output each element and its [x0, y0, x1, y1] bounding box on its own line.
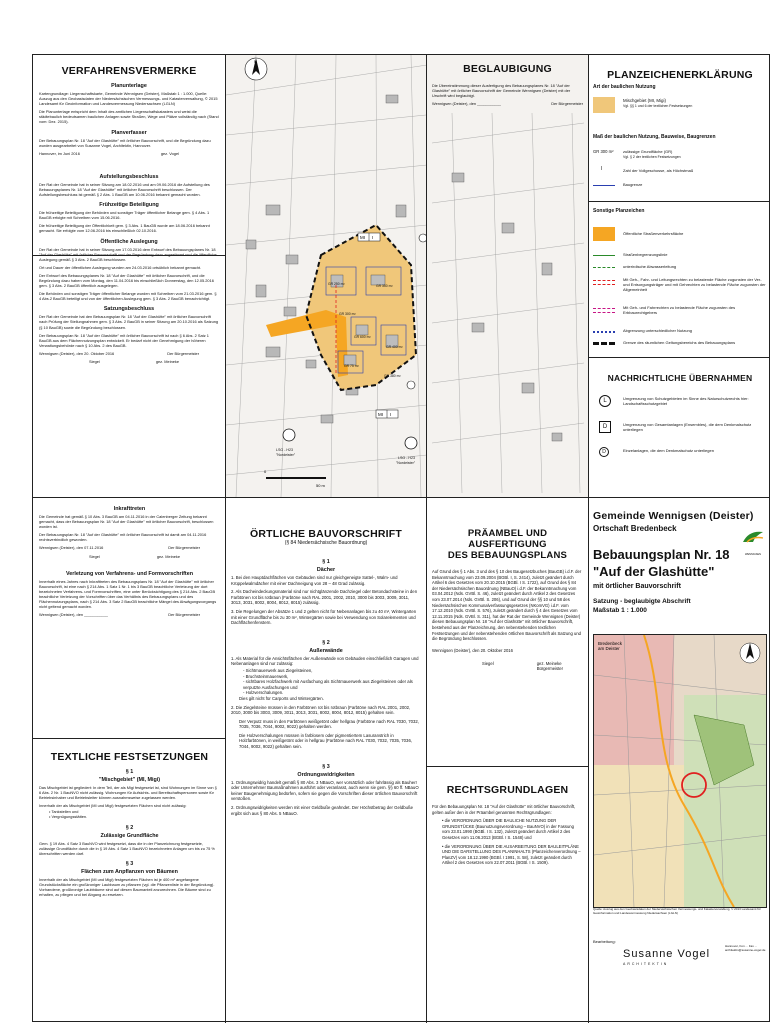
festsetzungen-s2-text: Gem. § 19 Abs. 4 Satz 3 BauNVO wird festgesetzt, dass die in der Planzeichnung festgesetzte, zulässige Grundfläche durch die in § 19 Abs. 4 Satz 1 BauNVO bezeichneten Anlagen um bis zu 75 % überschritten werden darf.	[39, 840, 215, 856]
divider	[589, 201, 770, 202]
mi-label-box-1	[358, 233, 380, 241]
satzung-text: Der Rat der Gemeinde hat den Bebauungsplan Nr. 18 "Auf der Glashütte" mit örtlicher Bauvorschrift nach Prüfung der Stellungnahmen gem. § 3 Abs. 2 BauGB in seiner Sitzung am 20.10.2016 als Satzung (§ 10 BauGB) sowie die Begründung beschlossen.	[39, 314, 219, 330]
scale-50: 50 m	[316, 483, 325, 488]
legend-line-sbl	[593, 255, 615, 256]
ortlich-a1-b2: Bruchsteinmauerwerk,	[245, 673, 289, 679]
fruehzeitig-text-2: Die frühzeitige Beteiligung der Öffentlichkeit gem. § 3 Abs. 1 BauGB wurde am 18.06.2016 bekannt gemacht. Sie erfolgte vom 12.06.2016 bis einschließlich 02.10.2016.	[39, 223, 210, 234]
logo-text: WENNIGSEN	[745, 553, 761, 556]
ortlich-a1: 1. Als Material für die Ansichtsflächen der Außenwände von Gebäuden einschließlich Garagen und Nebenanlagen sind nur zulässig:	[231, 655, 419, 667]
ortlich-a2c: Die Holzverschalungen müssen in farblosem oder pigmentiertem Lasuranstrich in Holzfarbtönen, in weißgetönt oder in hellgrau (Farbtöne nach RAL 7030, 7032, 7035, 7036, 7044, 9002, 9022) gehalten sein.	[239, 732, 413, 750]
festsetzungen-s2-heading: Zulässige Grundfläche	[100, 832, 159, 839]
praeambel-title-2: DES BEBAUUNGSPLANS	[447, 550, 568, 561]
ortlich-a2: 2. Die Ziegelsteine müssen in den Farbtönen rot bis rotbraun (Farbtöne nach RAL 2001, 2002, 2010, 3000 bis 3003, 3009, 3011, 3013, 3031, 8002, 8004, 8012, 8015) gehalten sein.	[231, 704, 411, 716]
satzung-role: Der Bürgermeister	[167, 350, 199, 356]
denkmal-marker	[407, 381, 415, 389]
legend-mass-heading: Maß der baulichen Nutzung, Bauweise, Baugrenzen	[593, 134, 716, 140]
legend-swatch-mi	[593, 97, 615, 113]
verletzung-heading: Verletzung von Verfahrens- und Formvorschriften	[65, 570, 193, 577]
planverfasser-sign: gez. Vogel	[160, 150, 179, 156]
planunterlage-text-2: Die Planunterlage entspricht dem Inhalt des amtlichen Liegenschaftskatasters und weist die städtebaulich bedeutsamen baulichen Anlagen sowie Straßen, Wege und Plätze vollständig nach (Stand vom: Dez. 2015).	[39, 109, 219, 125]
fruehzeitig-text: Die frühzeitige Beteiligung der Behörden und sonstiger Träger öffentlicher Belange gem. § 4 Abs. 1 BauGB erfolgte mit Schreiben vom 15.06.2016.	[39, 210, 210, 221]
legend-gr-label: zulässige Grundfläche (GR)	[623, 149, 673, 154]
beglaubigung-text: Die Übereinstimmung dieser Ausfertigung des Bebauungsplanes Nr. 18 "Auf der Glashütte" mit örtlicher Bauvorschrift der Gemeinde Wennigsen (Deister) mit der Urschrift wird beglaubigt.	[432, 83, 571, 99]
map-label-gr2: GR 350 m²	[376, 284, 393, 288]
ortschaft-title: Ortschaft Bredenbeck	[593, 524, 677, 533]
beglaubigung-title: BEGLAUBIGUNG	[463, 63, 552, 75]
fruehzeitig-heading: Frühzeitige Beteiligung	[99, 202, 159, 209]
legend-row-mi	[593, 97, 767, 115]
planverfasser-place: Hannover, im Juni 2016	[39, 150, 80, 156]
denkmal-ensemble-icon: D	[599, 421, 611, 433]
legend-mi-ref: Vgl. §§ 1 und 6 der textlichen Festsetzungen	[623, 104, 693, 108]
ortlich-item-2: 2. Als Dacheindeckungsmaterial sind nur nichtglänzende Dachziegel oder Betondachsteine in den Farbtönen rot bis rotbraun (Farbtöne nach RAL 2001, 2002, 2010, 3000 bis 3003, 3009, 3011, 3013, 3031, 8002, 8004, 8012, 8015) zulässig.	[231, 589, 418, 606]
plan-name: "Auf der Glashütte"	[593, 564, 715, 579]
map-lsg-1b: "Nordeister"	[276, 453, 296, 457]
legend-grenze-label: Grenze des räumlichen Geltungsbereichs des Bebauungsplans	[623, 340, 736, 345]
ortlich-s3-heading: Ordnungswidrigkeiten	[297, 771, 355, 778]
bearbeitung-label: Bearbeitung:	[593, 939, 616, 944]
legend-nach-heading: NACHRICHTLICHE ÜBERNAHMEN	[607, 373, 753, 383]
aufstellung-text: Der Rat der Gemeinde hat in seiner Sitzung am 18.02.2016 und am 09.06.2016 die Aufstellung des Bebauungsplanes Nr. 18 "Auf der Glashütte" mit örtlicher Bauvorschrift beschlossen. Der Aufstellungsbeschluss ist gemäß § 2 Abs. 1 BauGB am 10.06.2016 bekannt gemacht worden.	[39, 181, 210, 198]
map-label-gr6: GR 75 m²	[344, 364, 359, 368]
recht-r2: die VERORDNUNG ÜBER DIE AUSARBEITUNG DER BAULEITPLÄNE UND DIE DARSTELLUNG DES PLANINHALTS (Planzeichenverordnung – PlanZV) vom 18.12.1990 (BGBl. I 1991, S. 58), zuletzt geändert durch Artikel 2 des Gesetzes vom 22.07.2011 (BGBl. I S. 1509).	[442, 843, 581, 866]
denkmal-einzel-icon: D	[599, 447, 609, 457]
festsetzungen-s3: § 3	[125, 860, 134, 867]
festsetzungen-bullet-1: Tankstellen und	[51, 809, 79, 815]
festsetzungen-s1-text-2: Innerhalb der als Mischgebiet (MI und Migi) festgesetzten Flächen sind nicht zulässig:	[39, 803, 187, 809]
praeambel-sign: gez. Meineke	[536, 660, 562, 666]
ortlich-title: ÖRTLICHE BAUVORSCHRIFT	[250, 528, 402, 540]
ortlich-o2: 2. Ordnungswidrigkeiten werden mit einer Geldbuße geahndet. Der Höchstbetrag der Geldbuße ergibt sich aus § 80 Abs. 5 NBauO.	[231, 805, 414, 816]
inkraft-heading: Inkrafttreten	[113, 506, 146, 512]
satzung-text-2: Der Bebauungsplan Nr. 18 "Auf der Glashütte" mit örtlicher Bauvorschrift ist nach § 6 Abs. 2 Satz 1 BauGB aus dem Flächennutzungsplan entwickelt. Er bedarf nicht der Genehmigung der höheren Verwaltungsbehörde nach § 10 Abs. 2 des BauGB.	[39, 332, 209, 348]
planunterlage-text: Kartengrundlage: Liegenschaftskarte, Gemeinde Wennigsen (Deister), Maßstab 1 : 1.000, Quelle: Auszug aus den Geobasisdaten der Niedersächsischen Vermessungs- und Katasterverwaltung, © 2015 Landesamt für Geoinformation und Landesvermessung Niedersachsen (LGLN)	[39, 91, 218, 107]
festsetzungen-s1-heading: "Mischgebiet" (MI, Migi)	[98, 777, 161, 783]
map-label-mi-2: MI	[378, 412, 383, 417]
praeambel-text: Auf Grund des § 1 Abs. 3 und des § 10 des Baugesetzbuches (BauGB) i.d.F. der Bekanntmachung vom 23.09.2004 (BGBl. I, S. 2414), zuletzt geändert durch Artikel 6 des Gesetzes vom 20.10.2015 (BGBl. I S. 1722), auf Grund des § 84 der Niedersächsischen Bauordnung (NBauO) i.d.F. der Bekanntmachung vom 03.04.2012 (Nds. GVBl. S. 46), zuletzt geändert durch Artikel 2 des Gesetzes vom 23.07.2014 (Nds. GVBl. S. 206), und auf Grund der §§ 10 und 58 des Niedersächsischen Kommunalverfassungsgesetzes (NKomVG) i.d.F. vom 17.12.2010 (Nds. GVBl. S. 576), zuletzt geändert durch § 4 des Gesetzes vom 12.11.2015 (Nds. GVBl. S. 311), hat der Rat der Gemeinde Wennigsen (Deister) diesen Bebauungsplan Nr. 18 "Auf der Glashütte" mit örtlicher Bauvorschrift, bestehend aus der Planzeichnung, den nebenstehenden textlichen Festsetzungen und der nebenstehenden örtlichen Bauvorschrift als Satzung und die Begründung beschlossen.	[432, 569, 582, 642]
legend-row-bg	[593, 181, 767, 193]
map-label-gr4: GR 600 m²	[354, 335, 371, 339]
legend-sonst-heading: Sonstige Planzeichen	[593, 208, 645, 214]
legend-art-heading: Art der baulichen Nutzung	[593, 84, 656, 90]
inkraft-text: Die Gemeinde hat gemäß § 10 Abs. 3 BauGB am 04.11.2016 in der Calenberger Zeitung bekannt gemacht, dass der Bebauungsplan Nr. 18 "Auf der Glashütte" mit örtlicher Bauvorschrift, beschlossen worden ist.	[39, 514, 214, 530]
plan-drawing	[226, 55, 427, 497]
legend-vg-label: Zahl der Vollgeschosse, als Höchstmaß	[623, 168, 694, 173]
ortlich-a1-text: Dies gilt nicht für Carports und Wintergärten.	[239, 695, 324, 701]
legend-row-gf	[593, 305, 767, 321]
festsetzungen-bullet-2: Vergnügungsstätten.	[51, 814, 88, 820]
north-label: N	[254, 59, 257, 64]
title-block	[589, 498, 770, 1023]
auslegung-text-4: Die Behörden und sonstigen Träger öffentlicher Belange wurden mit Schreiben vom 21.03.2016 gem. § 4 Abs.2 BauGB beteiligt und von der öffentlichen Auslegung gem. § 3 Abs. 2 BauGB benachrichtigt.	[39, 291, 217, 302]
map-label-vg: I	[372, 235, 374, 240]
legend-vg-code: I	[601, 166, 603, 172]
plan-sheet	[32, 54, 770, 1022]
legend-row-strasse	[593, 227, 767, 241]
praeambel-seal: Siegel	[482, 660, 494, 666]
mi-label-box-2	[376, 410, 398, 418]
mischgebiet-area	[306, 225, 416, 390]
festsetzungen-s3-heading: Flächen zum Anpflanzen von Bäumen	[81, 868, 178, 875]
plan-number: Bebauungsplan Nr. 18	[593, 547, 730, 562]
legend-line-abw	[593, 267, 615, 268]
lsg-icon: L	[599, 395, 611, 407]
festsetzungen-block: TEXTLICHE FESTSETZUNGEN § 1 "Mischgebiet" (MI, Migi) Das Mischgebiet ist gegliedert: In dem Teil, der als Migi festgesetzt ist, sind Wohnungen im Sinne von § 6 Abs. 2 Nr. 1 BauNVO nicht zulässig. Wohnungen für Aufsichts- und Bereitschaftspersonen sowie für Betriebsinhaber und Betriebsleiter können ausnahmsweise zugelassen werden. Innerhalb der als Mischgebiet (MI und Migi) festgesetzten Flächen sind nicht zulässig: • Tankstellen und • Vergnügungsstätten. § 2 Zulässige Grundfläche Gem. § 19 Abs. 4 Satz 3 BauNVO wird festgesetzt, dass die in der Planzeichnung festgesetzte, zulässige Grundfläche durch die in § 19 Abs. 4 Satz 1 BauNVO bezeichneten Anlagen um bis zu 75 % überschritten werden darf. § 3 Flächen zum Anpflanzen von Bäumen Innerhalb der als Mischgebiet (MI und Migi) festgesetzten Flächen ist je 400 m² angefangene Grundstücksfläche ein großkroniger Laubbaum zu pflanzen (vgl. die Pflanzenliste in der Begründung). Vorhandene, großkronige Laubbäume sind auf diesen Baumanteil anzurechnen. Die Bäume sind zu erhalten, zu pflegen und bei Abgang zu ersetzen.	[33, 739, 226, 1023]
ortlich-s3: § 3	[322, 763, 330, 770]
satzung-seal: Siegel	[89, 359, 100, 364]
beglaubigung-block	[427, 55, 589, 497]
legend-row-grenze	[593, 339, 767, 351]
legend-sbl-label: Straßenbegrenzungslinie	[623, 252, 668, 257]
verfahrensvermerke-title: VERFAHRENSVERMERKE	[61, 65, 197, 77]
festsetzungen-s1-text: Das Mischgebiet ist gegliedert: In dem Teil, der als Migi festgesetzt ist, sind Wohnungen im Sinne von § 6 Abs. 2 Nr. 1 BauNVO nicht zulässig. Wohnungen für Aufsichts- und Bereitschaftspersonen sowie für Betriebsinhaber und Betriebsleiter können ausnahmsweise zugelassen werden.	[39, 785, 217, 801]
legend-line-nutz	[593, 331, 615, 333]
praeambel-place: Wennigsen (Deister), den 20. Oktober 2016	[432, 647, 513, 653]
inkraft-sign: gez. Meineke	[156, 553, 180, 559]
ortlich-a1-b1: Sichtmauerwerk aus Ziegelsteinen,	[245, 667, 313, 673]
map-label-mi: MI	[360, 235, 365, 240]
legend-row-vg	[593, 167, 767, 179]
verletzung-role: Der Bürgermeister	[168, 612, 200, 618]
legend-row-gfl	[593, 277, 767, 301]
map-label-gr7: GR 380 m²	[384, 374, 401, 378]
legend-line-grenze	[593, 342, 615, 345]
legend-column	[589, 55, 770, 497]
festsetzungen-s1: § 1	[125, 769, 134, 775]
overview-map	[593, 634, 767, 908]
planunterlage-heading: Planunterlage	[111, 83, 147, 89]
auslegung-text-3: Der Entwurf des Bebauungsplanes Nr. 18 "Auf der Glashütte" mit örtlicher Bauvorschrift, und die Begründung dazu haben vom Montag, den 11.04.2016 bis einschließlich Donnerstag, den 12.05.2016 gem. § 3 Abs. 2 BauGB öffentlich ausgelegen.	[39, 272, 214, 289]
satzung-place: Wennigsen (Deister), den 20. Oktober 2016	[39, 350, 115, 356]
bearbeitung-block	[593, 930, 767, 990]
planverfasser-heading: Planverfasser	[111, 129, 147, 136]
divider	[589, 357, 770, 358]
legend-gf-label: Mit Geh- und Fahrrechten zu belastende Fläche zugunsten des Erbbaurechtgebers	[623, 305, 736, 315]
ortlich-sub: (§ 84 Niedersächsische Bauordnung)	[284, 540, 368, 546]
ortlich-a2b: Der Verputz muss in den Farbtönen weißgetönt oder hellgrau (Farbtöne nach RAL 7030, 7032, 7035, 7036, 7044, 9002, 9022) gehalten werden.	[239, 718, 419, 730]
inkraft-role: Der Bürgermeister	[168, 545, 200, 551]
legend-gr-ref: Vgl. § 2 der textlichen Festsetzungen	[623, 155, 681, 159]
overview-label-1: Bredenbeck	[598, 641, 623, 646]
overview-quelle: Quelle: Auszug aus den Geobasisdaten der Niedersächsischen Vermessungs- und Katasterverwaltung, © 2013 Landesamt für Geoinformation und Landesvermessung Niedersachsen (LGLN)	[593, 907, 761, 915]
overview-north-arrow-icon	[740, 643, 760, 663]
divider	[33, 255, 225, 256]
plan-satzung: Satzung - beglaubigte Abschrift	[593, 598, 691, 605]
beglaubigung-role: Der Bürgermeister	[551, 101, 583, 107]
legend-line-gfl	[593, 280, 615, 285]
lsg-symbols	[283, 429, 417, 449]
map-label-vg-2: I	[390, 412, 392, 417]
legend-einzel-label: Einzelanlagen, die dem Denkmalschutz unterliegen	[623, 448, 714, 453]
recht-title: RECHTSGRUNDLAGEN	[446, 784, 569, 796]
legend-abw-label: unterirdische Abwasserleitung	[623, 264, 677, 269]
verletzung-text: Innerhalb eines Jahres nach Inkrafttreten des Bebauungsplans Nr. 18 "Auf der Glashütte" mit örtlicher Bauvorschrift, ist eine nach § 214 Abs. 1 Satz 1 Nr. 1 bis 3 BauGB beachtliche Verletzung der dort bezeichneten Verfahrens- und Formvorschriften, eine unter Berücksichtigung des § 214 Abs. 2 BauGB beachtliche Verletzung der Vorschriften über das Verhältnis des Bebauungsplans und des Flächennutzungsplans, nach § 214 Abs. 3 Satz 2 BauGB beachtliche Mängel des Abwägungsvorgangs nicht geltend gemacht worden.	[39, 578, 217, 610]
ortlich-block: ÖRTLICHE BAUVORSCHRIFT (§ 84 Niedersächsische Bauordnung) § 1 Dächer 1. Bei den Hauptdachflächen von Gebäuden sind nur gleichgeneigte Sattel-, Walm- und Krüppelwalmdächer mit einer Dachneigung von 28 – 48 Grad zulässig. 2. Als Dacheindeckungsmaterial sind nur nichtglänzende Dachziegel oder Betondachsteine in den Farbtönen rot bis rotbraun (Farbtöne nach RAL 2001, 2002, 2010, 3000 bis 3003, 3009, 3011, 3013, 3031, 8002, 8004, 8012, 8015) zulässig. 3. Die Regelungen der Absätze 1 und 2 gelten nicht für Nebenanlagen bis zu 40 m², Wintergarten mit einer Grundfläche bis zu 30 m², Wintergärten sowie bei Verwendung von Solarelementen und Dachflächenfenstern. § 2 Außenwände 1. Als Material für die Ansichtsflächen der Außenwände von Gebäuden einschließlich Garagen und Nebenanlagen sind nur zulässig: - Sichtmauerwerk aus Ziegelsteinen, - Bruchsteinmauerwerk, - sichtbares Holzfachwerk mit Ausfachung als Sichtmauerwerk aus Ziegelsteinen oder als verputzte Ausfachungen und - Holzverschalungen. Dies gilt nicht für Carports und Wintergärten. 2. Die Ziegelsteine müssen in den Farbtönen rot bis rotbraun (Farbtöne nach RAL 2001, 2002, 2010, 3000 bis 3003, 3009, 3011, 3013, 3031, 8002, 8004, 8012, 8015) gehalten sein. Der Verputz muss in den Farbtönen weißgetönt oder hellgrau (Farbtöne nach RAL 7030, 7032, 7035, 7036, 7044, 9002, 9022) gehalten werden. Die Holzverschalungen müssen in farblosem oder pigmentiertem Lasuranstrich in Holzfarbtönen, in weißgetönt oder in hellgrau (Farbtöne nach RAL 7030, 7032, 7035, 7036, 7044, 9002, 9022) gehalten sein. § 3 Ordnungswidrigkeiten 1. Ordnungswidrig handelt gemäß § 80 Abs. 3 NBauO, wer vorsätzlich oder fahrlässig als Bauherr oder Unternehmer Baumaßnahmen ausführt oder veranlasst, auch wenn sie gem. §§ 60 ff. NBauO keiner Baugenehmigung bedürfen, sofern sie gegen die Vorschriften dieser örtlichen Bauvorschrift verstoßen. 2. Ordnungswidrigkeiten werden mit einer Geldbuße geahndet. Der Höchstbetrag der Geldbuße ergibt sich aus § 80 Abs. 5 NBauO.	[226, 498, 427, 1023]
map-label-gr3: GR 300 m²	[339, 312, 356, 316]
divider	[427, 766, 588, 767]
lsg-marker	[405, 437, 417, 449]
legend-row-nutz	[593, 327, 767, 339]
festsetzungen-s2: § 2	[125, 824, 134, 831]
planverfasser-text: Der Bebauungsplan Nr. 18 "Auf der Glashütte" mit örtlicher Bauvorschrift, und die Begründung dazu wurden ausgearbeitet von Susanne Vogel, Architektin, Hannover.	[39, 137, 211, 148]
legend-swatch-road	[593, 227, 615, 241]
ortlich-a1-b3: sichtbares Holzfachwerk mit Ausfachung als Sichtmauerwerk aus Ziegelsteinen oder als verputzte Ausfachungen und	[243, 679, 413, 690]
satzung-sign: gez. Meineke	[155, 359, 179, 364]
ortlich-item-3: 3. Die Regelungen der Absätze 1 und 2 gelten nicht für Nebenanlagen bis zu 40 m², Wintergarten mit einer Grundfläche bis zu 30 m², Wintergärten sowie bei Verwendung von Solarelementen und Dachflächenfenstern.	[231, 608, 417, 626]
firm-sub: ARCHITEKTIN	[623, 962, 669, 966]
overview-map-drawing	[594, 635, 767, 907]
legend-strasse-label: Öffentliche Straßenverkehrsfläche	[623, 231, 684, 236]
legend-title: PLANZEICHENERKLÄRUNG	[607, 69, 753, 81]
ortlich-s1: § 1	[322, 559, 330, 565]
map-lsg-1: LSG - H23	[276, 448, 293, 452]
legend-nutz-label: Abgrenzung unterschiedlicher Nutzung	[623, 328, 692, 333]
overview-label-2: am Deister	[598, 646, 620, 651]
legend-row-denk	[593, 421, 767, 437]
map-label-gr1: GR 250 m²	[328, 282, 345, 286]
map-lsg-2: LSG - H23	[398, 456, 415, 460]
beglaubigung-place: Wennigsen (Deister), den ___________	[432, 101, 501, 107]
gemeinde-title: Gemeinde Wennigsen (Deister)	[593, 510, 754, 522]
auslegung-text-2: Ort und Dauer der öffentlichen Auslegung wurden am 24.03.2016 ortsüblich bekannt gemacht.	[39, 264, 202, 270]
legend-line-gf	[593, 308, 615, 313]
aufstellung-heading: Aufstellungsbeschluss	[99, 173, 159, 180]
legend-row-einzel	[593, 447, 767, 459]
ortlich-o1: 1. Ordnungswidrig handelt gemäß § 80 Abs. 3 NBauO, wer vorsätzlich oder fahrlässig als Bauherr oder Unternehmer Baumaßnahmen ausführt oder veranlasst, auch wenn sie gem. §§ 60 ff. NBauO keiner Baugenehmigung bedürfen, sofern sie gegen die Vorschriften dieser örtlichen Bauvorschrift verstoßen.	[231, 779, 419, 802]
inkraft-seal: Siegel	[89, 553, 100, 559]
praeambel-title-1: PRÄAMBEL UND AUSFERTIGUNG	[467, 528, 548, 550]
legend-row-gr	[593, 148, 767, 162]
festsetzungen-s3-text: Innerhalb der als Mischgebiet (MI und Migi) festgesetzten Flächen ist je 400 m² angefangene Grundstücksfläche ein großkroniger Laubbaum zu pflanzen (vgl. die Pflanzenliste in der Begründung). Vorhandene, großkronige Laubbäume sind auf diesen Baumanteil anzurechnen. Die Bäume sind zu erhalten, zu pflegen und bei Abgang zu ersetzen.	[39, 876, 215, 898]
plan-map	[226, 55, 427, 497]
recht-r1: die VERORDNUNG ÜBER DIE BAULICHE NUTZUNG DER GRUNDSTÜCKE (Baunutzungsverordnung – BauNVO) in der Fassung vom 23.01.1990 (BGBl. I S. 132), zuletzt geändert durch Artikel 2 des Gesetzes vom 11.06.2013 (BGBl. I S. 1548) und	[442, 818, 574, 840]
map-label-gr5: GR 400 m²	[386, 345, 403, 349]
legend-line-baugrenze	[593, 185, 615, 186]
verletzung-place: Wennigsen (Deister), den ___________	[39, 612, 108, 618]
legend-mi-label: Mischgebiet (MI, Migi)	[623, 98, 666, 103]
praeambel-role: Bürgermeister	[536, 665, 563, 671]
legend-gr-code: GR 300 m²	[593, 149, 614, 154]
plan-scale: Maßstab 1 : 1.000	[593, 607, 647, 614]
legend-row-sbl	[593, 251, 767, 263]
legend-denk-label: Umgrenzung von Gesamtanlagen (Ensembles), die dem Denkmalschutz unterliegen	[623, 422, 752, 432]
wennigsen-logo-icon	[741, 528, 765, 548]
denkmal-marker	[419, 234, 427, 242]
scale-bar	[264, 469, 326, 488]
inkraft-text-2: Der Bebauungsplan Nr. 18 "Auf der Glashütte" mit örtlicher Bauvorschrift ist damit am 04.11.2016 rechtsverbindlich geworden.	[39, 532, 207, 543]
ortlich-a1-b4: Holzverschalungen.	[245, 690, 284, 696]
praeambel-block: PRÄAMBEL UND AUSFERTIGUNG DES BEBAUUNGSPLANS Auf Grund des § 1 Abs. 3 und des § 10 des Baugesetzbuches (BauGB) i.d.F. der Bekanntmachung vom 23.09.2004 (BGBl. I, S. 2414), zuletzt geändert durch Artikel 6 des Gesetzes vom 20.10.2015 (BGBl. I S. 1722), auf Grund des § 84 der Niedersächsischen Bauordnung (NBauO) i.d.F. der Bekanntmachung vom 03.04.2012 (Nds. GVBl. S. 46), zuletzt geändert durch Artikel 2 des Gesetzes vom 23.07.2014 (Nds. GVBl. S. 206), und auf Grund der §§ 10 und 58 des Niedersächsischen Kommunalverfassungsgesetzes (NKomVG) i.d.F. vom 17.12.2010 (Nds. GVBl. S. 576), zuletzt geändert durch § 4 des Gesetzes vom 12.11.2015 (Nds. GVBl. S. 311), hat der Rat der Gemeinde Wennigsen (Deister) diesen Bebauungsplan Nr. 18 "Auf der Glashütte" mit örtlicher Bauvorschrift, bestehend aus der Planzeichnung, den nebenstehenden textlichen Festsetzungen und der nebenstehenden örtlichen Bauvorschrift als Satzung und die Begründung beschlossen. Wennigsen (Deister), den 20. Oktober 2016 Siegel gez. Meineke Bürgermeister RECHTSGRUNDLAGEN Für den Bebauungsplan Nr. 18 "Auf der Glashütte" mit örtlicher Bauvorschrift, gelten außer den in der Präambel genannten Rechtsgrundlagen: • die VERORDNUNG ÜBER DIE BAULICHE NUTZUNG DER GRUNDSTÜCKE (Baunutzungsverordnung – BauNVO) in der Fassung vom 23.01.1990 (BGBl. I S. 132), zuletzt geändert durch Artikel 2 des Gesetzes vom 11.06.2013 (BGBl. I S. 1548) und • die VERORDNUNG ÜBER DIE AUSARBEITUNG DER BAULEITPLÄNE UND DIE DARSTELLUNG DES PLANINHALTS (Planzeichenverordnung – PlanZV) vom 18.12.1990 (BGBl. I 1991, S. 58), zuletzt geändert durch Artikel 2 des Gesetzes vom 22.07.2011 (BGBl. I S. 1509).	[427, 498, 589, 1023]
recht-intro: Für den Bebauungsplan Nr. 18 "Auf der Glashütte" mit örtlicher Bauvorschrift, gelten außer den in der Präambel genannten Rechtsgrundlagen:	[432, 804, 576, 815]
lsg-marker	[283, 429, 295, 441]
scale-zero: 0	[264, 469, 267, 474]
wennigsen-logo	[741, 528, 765, 556]
legend-gfl-label: Mit Geh-, Fahr- und Leitungsrechten zu belastende Fläche zugunsten der Ver- und Entsorgungsträger und mit Gehrechten zu belastende Fläche zugunsten der Allgemeinheit	[623, 277, 766, 292]
ortlich-s2: § 2	[322, 639, 330, 646]
firm-name: Susanne Vogel	[623, 948, 711, 960]
map-lsg-2b: "Nordeister"	[396, 461, 416, 465]
north-arrow-icon	[245, 58, 267, 80]
legend-row-abw	[593, 263, 767, 275]
firm-address: Hannover, Fon ... Fax ... architektin@susanne-vogel.de	[725, 944, 766, 952]
legend-bg-label: Baugrenze	[623, 182, 643, 187]
plan-drawing-right	[432, 113, 584, 493]
ortlich-s1-heading: Dächer	[316, 567, 336, 573]
satzung-heading: Satzungsbeschluss	[103, 306, 155, 313]
auslegung-text: Der Rat der Gemeinde hat in seiner Sitzung am 17.03.2016 dem Entwurf des Bebauungsplanes Nr. 18 Auslegung gemäß § 3 Abs. 2 BauGB beschlossen.	[39, 246, 216, 262]
inkraft-place: Wennigsen (Deister), den 07.11.2016	[39, 545, 104, 551]
plan-ov: mit örtlicher Bauvorschrift	[593, 583, 681, 590]
auslegung-heading: Öffentliche Auslegung	[100, 238, 158, 245]
ortlich-s2-heading: Außenwände	[309, 647, 343, 654]
festsetzungen-title: TEXTLICHE FESTSETZUNGEN	[50, 751, 209, 763]
legend-lsg-label: Umgrenzung von Schutzgebieten im Sinne des Naturschutzrechts hier: Landschaftsschutzgebiet	[623, 396, 749, 406]
ortlich-item-1: 1. Bei den Hauptdachflächen von Gebäuden sind nur gleichgeneigte Sattel-, Walm- und Krüppelwalmdächer mit einer Dachneigung von 28 – 48 Grad zulässig.	[231, 575, 398, 586]
left-lower	[33, 498, 226, 738]
legend-row-lsg	[593, 395, 767, 411]
